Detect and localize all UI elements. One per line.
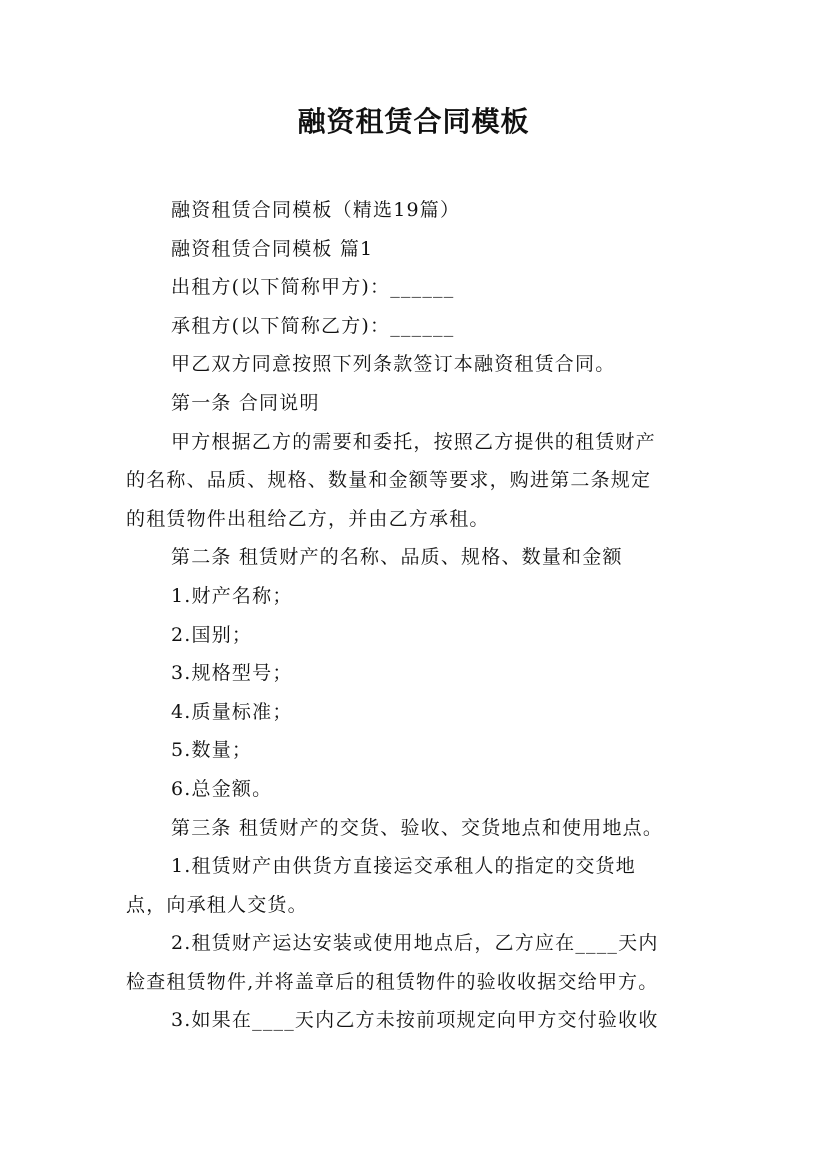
text-line-19: 点，向承租人交货。 [126, 893, 308, 916]
text-line-9: 的租赁物件出租给乙方，并由乙方承租。 [126, 507, 490, 530]
text-line-4: 承租方(以下简称乙方)：______ [171, 314, 455, 337]
text-line-10: 第二条 租赁财产的名称、品质、规格、数量和金额 [171, 546, 623, 569]
text-line-6: 第一条 合同说明 [171, 391, 320, 414]
text-line-17: 第三条 租赁财产的交货、验收、交货地点和使用地点。 [171, 816, 664, 839]
text-line-12: 2.国别； [171, 623, 253, 646]
text-line-11: 1.财产名称； [171, 584, 293, 607]
text-line-8: 的名称、品质、规格、数量和金额等要求，购进第二条规定 [126, 469, 652, 492]
text-line-21: 检查租赁物件,并将盖章后的租赁物件的验收收据交给甲方。 [126, 970, 659, 993]
text-line-18: 1.租赁财产由供货方直接运交承租人的指定的交货地 [171, 855, 636, 878]
text-line-16: 6.总金额。 [171, 777, 273, 800]
document-body [126, 191, 716, 1040]
text-line-15: 5.数量； [171, 739, 253, 762]
text-line-14: 4.质量标准； [171, 700, 293, 723]
text-line-20: 2.租赁财产运达安装或使用地点后，乙方应在____天内 [171, 932, 659, 955]
document-title: 融资租赁合同模板 [297, 105, 530, 138]
text-line-5: 甲乙双方同意按照下列条款签订本融资租赁合同。 [171, 353, 616, 376]
text-line-22: 3.如果在____天内乙方未按前项规定向甲方交付验收收 [171, 1009, 659, 1032]
text-line-2: 融资租赁合同模板 篇1 [171, 237, 374, 260]
text-line-3: 出租方(以下简称甲方)：______ [171, 276, 455, 299]
text-line-13: 3.规格型号； [171, 662, 293, 685]
text-line-7: 甲方根据乙方的需要和委托，按照乙方提供的租赁财产 [171, 430, 656, 453]
text-line-1: 融资租赁合同模板（精选19篇） [171, 199, 461, 221]
